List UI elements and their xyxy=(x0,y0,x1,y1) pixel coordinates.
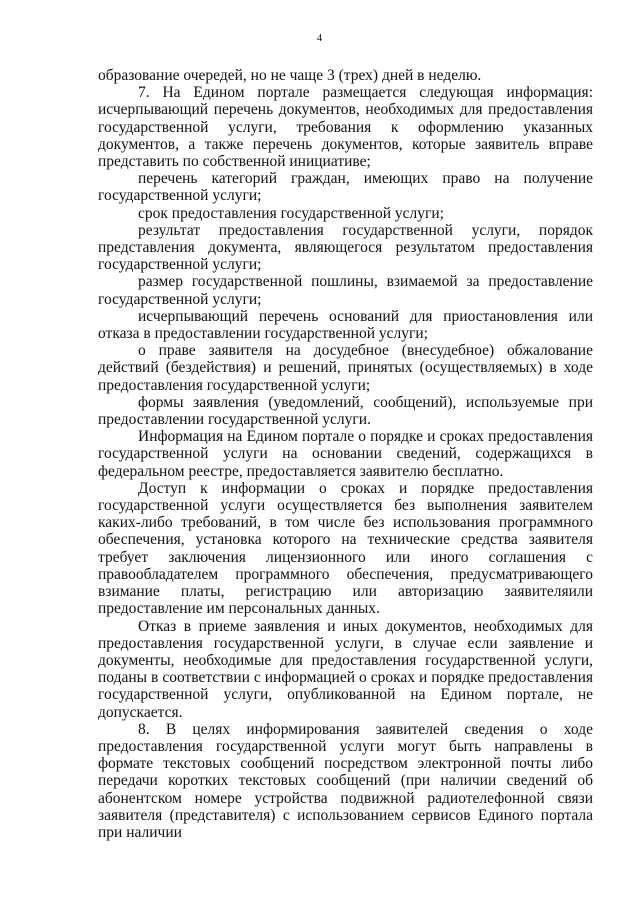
paragraph: 7. На Едином портале размещается следующая информация: исчерпывающий перечень документов, необходимых для предоставления государственной услуги, требования к оформлению указанных документов, а также перечень документов, которые заявитель вправе представить по собственной инициативе; xyxy=(98,84,593,171)
paragraph: образование очередей, но не чаще 3 (трех) дней в неделю. xyxy=(98,67,482,84)
paragraph: о праве заявителя на досудебное (внесудебное) обжалование действий (бездействия) и решений, принятых (осуществляемых) в ходе предоставления государственной услуги; xyxy=(98,342,593,394)
paragraph: исчерпывающий перечень оснований для приостановления или отказа в предоставлении государственной услуги; xyxy=(98,307,593,343)
paragraph: перечень категорий граждан, имеющих право на получение государственной услуги; xyxy=(98,170,593,205)
document-body xyxy=(98,67,593,841)
paragraph: формы заявления (уведомлений, сообщений), используемые при предоставлении государственной услуги. xyxy=(98,393,593,429)
paragraph: размер государственной пошлины, взимаемой за предоставление государственной услуги; xyxy=(98,273,593,308)
paragraph: 8. В целях информирования заявителей сведения о ходе предоставления государственной услуги могут быть направлены в формате текстовых сообщений посредством электронной почты либо передачи коротких текстовых сообщений (при наличии сведений об абонентском номере устройства подвижной радиотелефонной связи заявителя (представителя) с использованием сервисов Единого портала при наличии xyxy=(98,720,593,841)
paragraph: Доступ к информации о сроках и порядке предоставления государственной услуги осуществляется без выполнения заявителем каких-либо требований, в том числе без использования программного обеспечения, установка которого на технические средства заявителя требует заключения лицензионного или иного соглашения с правообладателем программного обеспечения, предусматривающего взимание платы, регистрацию или авторизацию заявителяили предоставление им персональных данных. xyxy=(98,479,593,618)
paragraph: Информация на Едином портале о порядке и сроках предоставления государственной услуги на основании сведений, содержащихся в федеральном реестре, предоставляется заявителю бесплатно. xyxy=(98,428,593,480)
paragraph: Отказ в приеме заявления и иных документов, необходимых для предоставления государственной услуги, в случае если заявление и документы, необходимые для предоставления государственной услуги, поданы в соответствии с информацией о сроках и порядке предоставления государственной услуги, опубликованной на Едином портале, не допускается. xyxy=(98,617,593,721)
paragraph: срок предоставления государственной услуги; xyxy=(138,204,444,222)
page-number: 4 xyxy=(316,33,323,44)
paragraph: результат предоставления государственной услуги, порядок представления документа, являющегося результатом предоставления государственной услуги; xyxy=(98,221,593,274)
